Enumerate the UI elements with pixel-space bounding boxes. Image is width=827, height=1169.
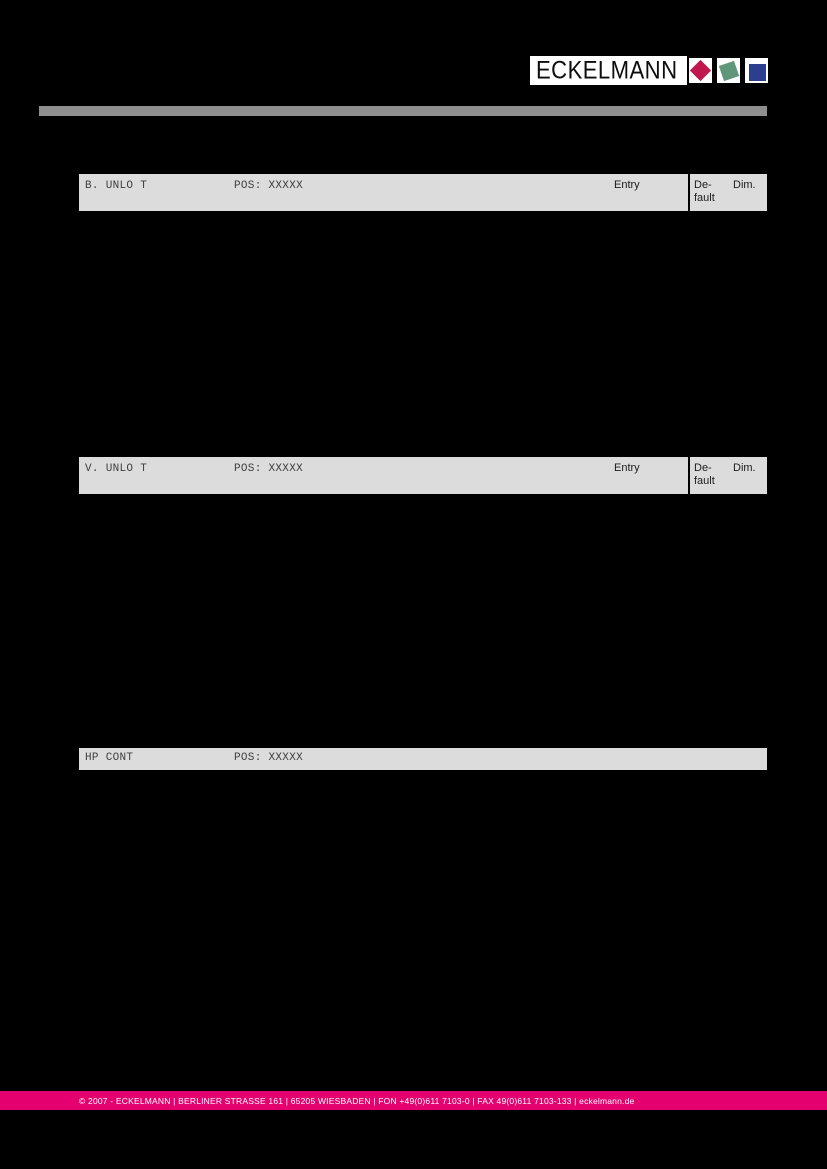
eckelmann-logo: [530, 56, 770, 85]
table-header-hp-cont: [79, 748, 767, 770]
table-header-v-unlo-t: [79, 457, 767, 494]
dim-column-header: Dim.: [733, 462, 756, 474]
table-pos: POS: XXXXX: [234, 752, 304, 764]
default-label-line2: fault: [694, 475, 715, 487]
table-title: B. UNLO T: [85, 180, 148, 192]
default-column-header: [694, 462, 715, 488]
table-pos: POS: XXXXX: [234, 180, 304, 192]
entry-column-header: Entry: [614, 462, 640, 474]
footer-bar: [0, 1091, 827, 1110]
logo-wordmark-box: [530, 56, 687, 85]
dim-column-header: Dim.: [733, 179, 756, 191]
default-label-line1: De-: [694, 179, 712, 191]
column-divider: [688, 174, 690, 211]
table-header-b-unlo-t: [79, 174, 767, 211]
footer-text: © 2007 - ECKELMANN | BERLINER STRASSE 161 | 65205 WIESBADEN | FON +49(0)611 7103-0 | FAX 49(0)611 7103-133 | eckelmann.de: [79, 1095, 635, 1106]
table-title: HP CONT: [85, 752, 134, 764]
logo-tile-2: [715, 56, 742, 85]
green-tilted-square-icon: [718, 60, 738, 80]
default-column-header: [694, 179, 715, 205]
blue-square-icon: [749, 64, 766, 81]
default-label-line2: fault: [694, 192, 715, 204]
logo-tiles: [687, 56, 770, 85]
table-pos: POS: XXXXX: [234, 463, 304, 475]
default-label-line1: De-: [694, 462, 712, 474]
column-divider: [688, 457, 690, 494]
header-rule: [39, 106, 767, 116]
table-title: V. UNLO T: [85, 463, 148, 475]
logo-wordmark: ECKELMANN: [536, 56, 678, 84]
entry-column-header: Entry: [614, 179, 640, 191]
logo-tile-3: [743, 56, 770, 85]
magenta-diamond-icon: [690, 60, 711, 81]
logo-tile-1: [687, 56, 714, 85]
